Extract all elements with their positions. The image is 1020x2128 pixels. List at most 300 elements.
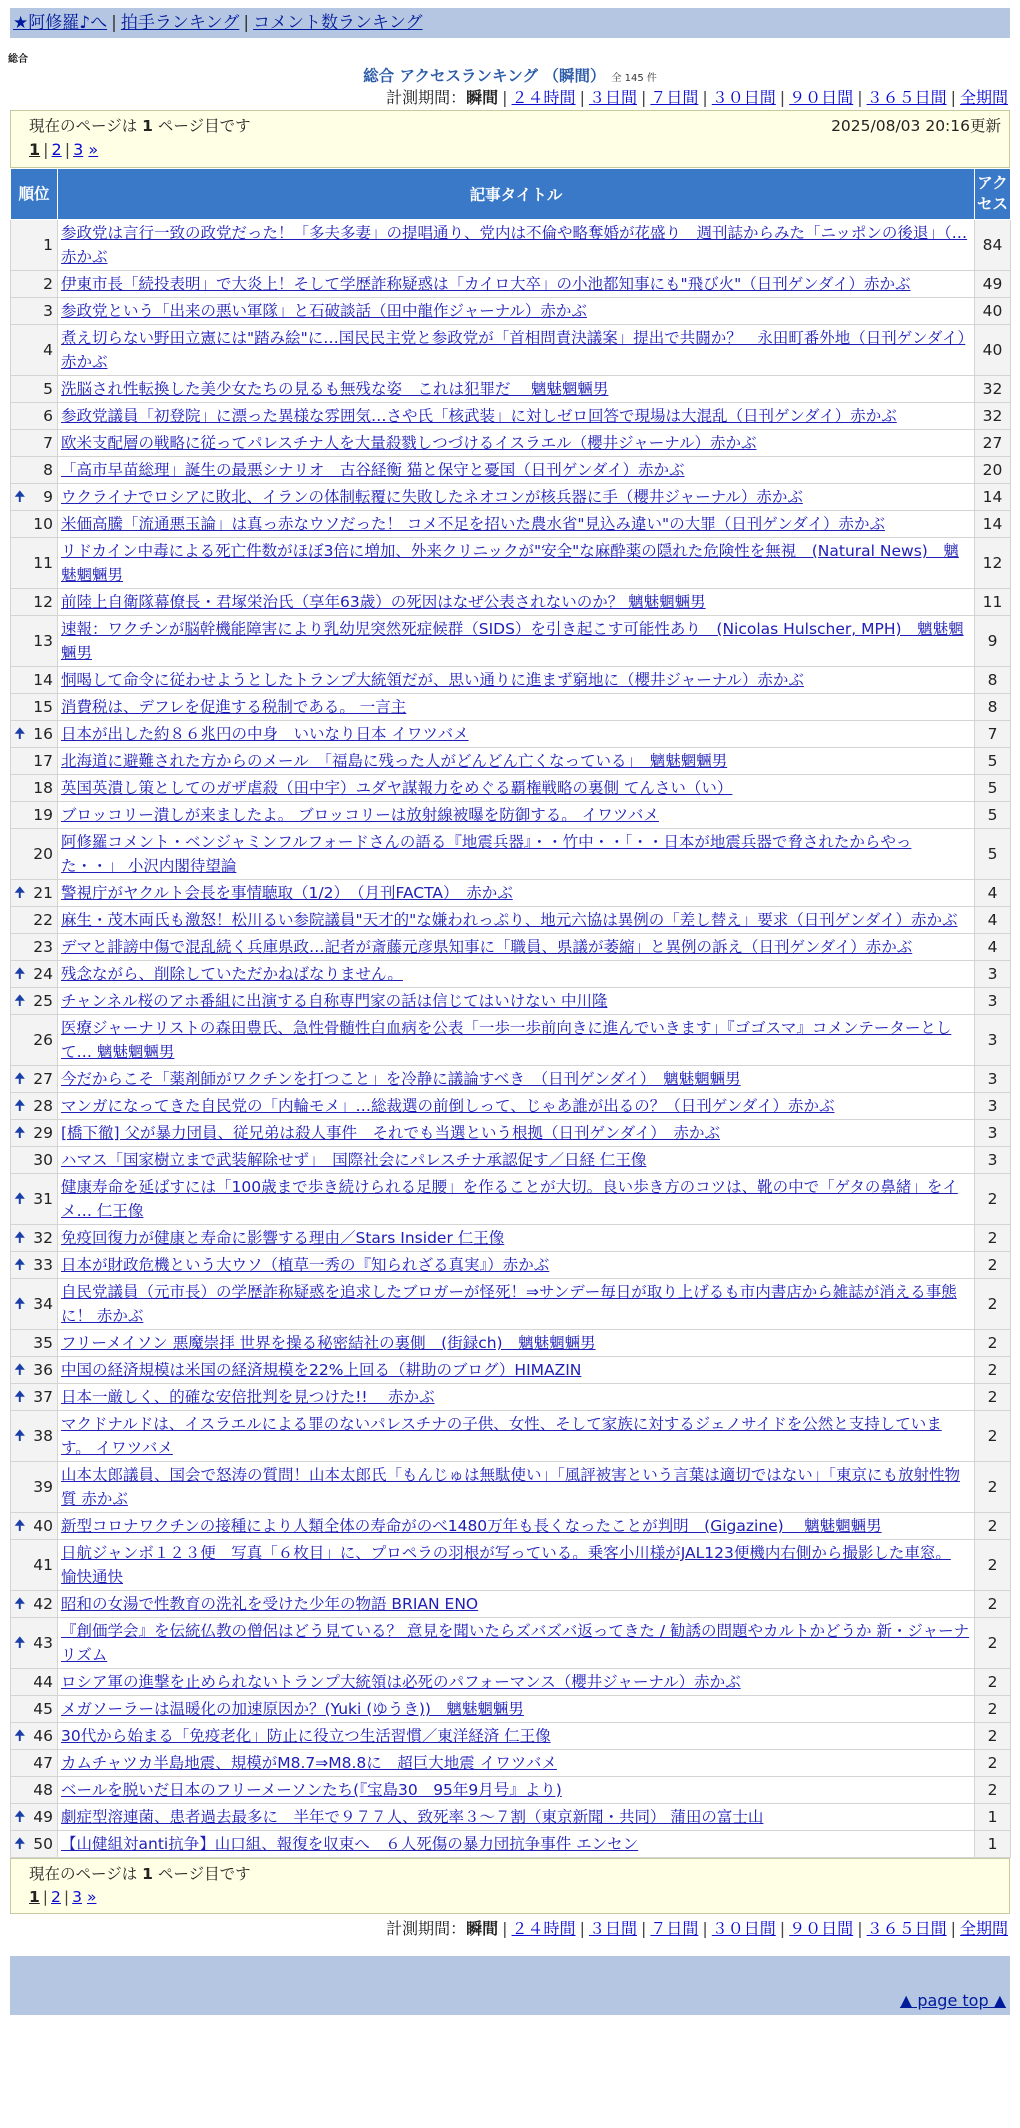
rank-up-arrow-icon: 🠉 [14,1728,26,1744]
title-cell [58,880,975,907]
pager-page-link[interactable]: 2 [51,140,62,159]
rank-up-arrow-icon: 🠉 [14,1230,26,1246]
access-count: 5 [975,829,1011,880]
article-link[interactable]: ブロッコリー潰しが来ましたよ。 ブロッコリーは放射線被曝を防御する。 イワツバメ [61,806,659,824]
total-count: 全 145 件 [611,73,657,84]
table-row [11,376,1011,403]
table-row [11,1462,1011,1513]
article-link[interactable]: 残念ながら、削除していただかねばなりません。 [61,965,403,983]
article-link[interactable]: 自民党議員（元市長）の学歴詐称疑惑を追求したブロガーが怪死！⇒サンデー毎日が取り上げるも市内書店から雑誌が消える事態に！ 赤かぶ [61,1283,957,1325]
period-option[interactable]: ３０日間 [711,88,776,107]
title-cell [58,829,975,880]
title-cell [58,1279,975,1330]
access-count: 3 [975,961,1011,988]
access-count: 5 [975,802,1011,829]
access-count: 40 [975,325,1011,376]
period-current: 瞬間 [466,1919,499,1938]
rank-number: 3 [43,302,53,320]
title-cell [58,988,975,1015]
table-row [11,1777,1011,1804]
period-separator: | [950,1919,956,1938]
table-row [11,829,1011,880]
access-count: 32 [975,376,1011,403]
access-count: 84 [975,220,1011,271]
rank-number: 42 [33,1595,53,1613]
title-header: 記事タイトル [58,169,975,220]
period-option[interactable]: 全期間 [959,88,1008,107]
title-cell [58,1120,975,1147]
title-cell [58,484,975,511]
period-option[interactable]: ３６５日間 [866,1919,947,1938]
period-option[interactable]: ２４時間 [511,88,576,107]
rank-number: 34 [33,1295,53,1313]
title-cell [58,589,975,616]
page-info-box-bottom [10,1858,1010,1914]
rank-cell [11,1618,58,1669]
access-count: 1 [975,1831,1011,1858]
table-row [11,484,1011,511]
table-row [11,934,1011,961]
article-link[interactable]: 『創価学会』を伝統仏教の僧侶はどう見ている？ 意見を聞いたらズバズバ返ってきた / 勧誘の問題やカルトかどうか 新・ジャーナリズム [61,1622,970,1664]
access-count: 9 [975,616,1011,667]
table-row [11,1618,1011,1669]
title-cell [58,1066,975,1093]
access-count: 14 [975,484,1011,511]
table-row [11,511,1011,538]
article-link[interactable]: 日本一厳しく、的確な安倍批判を見つけた!! 赤かぶ [61,1388,435,1406]
access-count: 2 [975,1540,1011,1591]
rank-cell [11,748,58,775]
home-link[interactable]: ★阿修羅♪へ [13,13,108,33]
page-top-link[interactable]: ▲ page top ▲ [899,1991,1006,2010]
rank-number: 19 [33,806,53,824]
pager-top [29,140,999,159]
title-cell [58,511,975,538]
access-count: 11 [975,589,1011,616]
rank-cell [11,1591,58,1618]
title-cell [58,1696,975,1723]
access-count: 27 [975,430,1011,457]
period-separator: | [950,88,956,107]
article-link[interactable]: カムチャツカ半島地震、規模がM8.7⇒M8.8に 超巨大地震 イワツバメ [61,1754,557,1772]
table-row [11,1093,1011,1120]
rank-cell [11,907,58,934]
article-link[interactable]: 阿修羅コメント・ベンジャミンフルフォードさんの語る『地震兵器』・・竹中・・「・・日本が地震兵器で脅されたからやった・・」 小沢内閣待望論 [61,833,912,875]
footer-bar [10,1956,1010,1987]
access-count: 2 [975,1411,1011,1462]
article-link[interactable]: ウクライナでロシアに敗北、イランの体制転覆に失敗したネオコンが核兵器に手（櫻井ジャーナル）赤かぶ [61,488,803,506]
period-option[interactable]: ３６５日間 [866,88,947,107]
rank-number: 43 [33,1634,53,1652]
rank-cell [11,271,58,298]
ranking-title-text: 総合 アクセスランキング （瞬間） [363,67,606,85]
access-count: 2 [975,1591,1011,1618]
table-row [11,1831,1011,1858]
rank-up-arrow-icon: 🠉 [14,1125,26,1141]
article-link[interactable]: チャンネル桜のアホ番組に出演する自称専門家の話は信じてはいけない 中川隆 [61,992,608,1010]
title-cell [58,1093,975,1120]
article-link[interactable]: デマと誹謗中傷で混乱続く兵庫県政…記者が斎藤元彦県知事に「職員、県議が萎縮」と異例の訴え（日刊ゲンダイ）赤かぶ [61,938,913,956]
rank-cell [11,1147,58,1174]
article-link[interactable]: リドカイン中毒による死亡件数がほぼ3倍に増加、外来クリニックが"安全"な麻酔薬の隠れた危険性を無視 (Natural News) 魑魅魍魎男 [61,542,959,584]
rank-cell [11,1411,58,1462]
period-option[interactable]: 全期間 [959,1919,1008,1938]
title-cell [58,1540,975,1591]
rank-cell [11,376,58,403]
article-link[interactable]: 山本太郎議員、国会で怒涛の質問！山本太郎氏「もんじゅは無駄使い」「風評被害という言葉は適切ではない」「東京にも放射性物質 赤かぶ [61,1466,961,1508]
article-link[interactable]: [橋下徹] 父が暴力団員、従兄弟は殺人事件 それでも当選という根拠（日刊ゲンダイ） 赤かぶ [61,1124,721,1142]
period-option[interactable]: ７日間 [650,88,699,107]
rank-cell [11,589,58,616]
access-count: 2 [975,1513,1011,1540]
period-option[interactable]: ７日間 [650,1919,699,1938]
table-row [11,1804,1011,1831]
rank-number: 12 [33,593,53,611]
rank-number: 38 [33,1427,53,1445]
category-label: 総合 [8,54,28,65]
title-cell [58,325,975,376]
access-count: 3 [975,988,1011,1015]
pager-next-link[interactable]: » [86,1888,97,1906]
article-link[interactable]: フリーメイソン 悪魔崇拝 世界を操る秘密結社の裏側 (街録ch) 魑魅魍魎男 [61,1334,596,1352]
access-count: 3 [975,1120,1011,1147]
title-cell [58,271,975,298]
article-link[interactable]: 日航ジャンボ１２３便 写真「６枚目」に、プロペラの羽根が写っている。乗客小川様がJAL123便機内右側から撮影した車窓。 愉快通快 [61,1544,951,1586]
comment-ranking-link[interactable]: コメント数ランキング [253,13,423,33]
rank-up-arrow-icon: 🠉 [14,966,26,982]
article-link[interactable]: 医療ジャーナリストの森田豊氏、急性骨髄性白血病を公表「一歩一歩前向きに進んでいきます」『ゴゴスマ』コメンテーターとして… 魑魅魍魎男 [61,1019,952,1061]
table-row [11,907,1011,934]
article-link[interactable]: 新型コロナワクチンの接種により人類全体の寿命がのべ1480万年も長くなったことが判明 (Gigazine) 魑魅魍魎男 [61,1517,882,1535]
page-top-bar [10,1987,1010,2015]
rank-number: 30 [33,1151,53,1169]
title-cell [58,667,975,694]
table-row [11,1591,1011,1618]
rank-number: 11 [33,554,53,572]
article-link[interactable]: マンガになってきた自民党の「内輪モメ」…総裁選の前倒しって、じゃあ誰が出るの？（日刊ゲンダイ）赤かぶ [61,1097,835,1115]
update-timestamp: 2025/08/03 20:16更新 [831,117,1001,135]
page-info [29,1862,999,1884]
rank-number: 46 [33,1727,53,1745]
rank-cell [11,961,58,988]
page-info-suffix: ページ目です [157,117,251,135]
rank-cell [11,1330,58,1357]
article-link[interactable]: 参政党という「出来の悪い軍隊」と石破談話（田中龍作ジャーナル）赤かぶ [61,302,587,320]
article-link[interactable]: 恫喝して命令に従わせようとしたトランプ大統領だが、思い通りに進まず窮地に（櫻井ジャーナル）赤かぶ [61,671,804,689]
rank-cell [11,220,58,271]
table-row [11,1750,1011,1777]
rank-cell [11,298,58,325]
article-link[interactable]: 劇症型溶連菌、患者過去最多に 半年で９７７人、致死率３～７割（東京新聞・共同） 蒲田の富士山 [61,1808,764,1826]
access-count: 2 [975,1723,1011,1750]
rank-number: 39 [33,1478,53,1496]
access-count: 20 [975,457,1011,484]
table-row [11,748,1011,775]
table-row [11,271,1011,298]
title-cell [58,1384,975,1411]
article-link[interactable]: 伊東市長「続投表明」で大炎上！そして学歴詐称疑惑は「カイロ大卒」の小池都知事にも"飛び火"（日刊ゲンダイ）赤かぶ [61,275,911,293]
rank-number: 45 [33,1700,53,1718]
rank-number: 20 [33,845,53,863]
rank-cell [11,1174,58,1225]
rank-number: 8 [43,461,53,479]
article-link[interactable]: 麻生・茂木両氏も激怒！松川るい参院議員"天才的"な嫌われっぷり、地元六協は異例の「差し替え」要求（日刊ゲンダイ）赤かぶ [61,911,958,929]
title-cell [58,298,975,325]
article-link[interactable]: 北海道に避難された方からのメール 「福島に残った人がどんどん亡くなっている」 魑魅魍魎男 [61,752,728,770]
article-link[interactable]: 「高市早苗総理」誕生の最悪シナリオ 古谷経衡 猫と保守と憂国（日刊ゲンダイ）赤かぶ [61,461,685,479]
rank-number: 6 [43,407,53,425]
article-link[interactable]: 警視庁がヤクルト会長を事情聴取（1/2） （月刊FACTA） 赤かぶ [61,884,513,902]
table-row [11,1384,1011,1411]
table-row [11,988,1011,1015]
table-row [11,430,1011,457]
rank-up-arrow-icon: 🠉 [14,1071,26,1087]
access-count: 14 [975,511,1011,538]
title-cell [58,1252,975,1279]
access-count: 2 [975,1618,1011,1669]
rank-number: 47 [33,1754,53,1772]
table-row [11,1723,1011,1750]
rank-up-arrow-icon: 🠉 [14,1296,26,1312]
article-link[interactable]: メガソーラーは温暖化の加速原因か？(Yuki (ゆうき)) 魑魅魍魎男 [61,1700,524,1718]
rank-cell [11,988,58,1015]
title-cell [58,538,975,589]
table-row [11,880,1011,907]
access-count: 2 [975,1384,1011,1411]
article-link[interactable]: 煮え切らない野田立憲には"踏み絵"に…国民民主党と参政党が「首相問責決議案」提出で共闘か？ 永田町番外地（日刊ゲンダイ）赤かぶ [61,329,966,371]
period-separator: | [579,88,585,107]
access-count: 4 [975,907,1011,934]
period-separator: | [702,88,708,107]
page-info-num: 1 [142,1865,153,1883]
period-option[interactable]: ３日間 [588,88,637,107]
article-link[interactable]: 前陸上自衛隊幕僚長・君塚栄治氏（享年63歳）の死因はなぜ公表されないのか？ 魑魅魍魎男 [61,593,706,611]
table-row [11,1330,1011,1357]
article-link[interactable]: 英国英潰し策としてのガザ虐殺（田中宇）ユダヤ謀報力をめぐる覇権戦略の裏側 てんさい（い） [61,779,733,797]
rank-up-arrow-icon: 🠉 [14,1098,26,1114]
page-info-prefix: 現在のページは [29,1865,138,1883]
ranking-title [0,64,1020,86]
table-row [11,802,1011,829]
table-row [11,616,1011,667]
rank-up-arrow-icon: 🠉 [14,726,26,742]
article-link[interactable]: ベールを脱いだ日本のフリーメーソンたち(『宝島30 95年9月号』より) [61,1781,562,1799]
access-count: 2 [975,1750,1011,1777]
rank-number: 48 [33,1781,53,1799]
access-count: 40 [975,298,1011,325]
pager-next-link[interactable]: » [88,140,99,159]
rank-up-arrow-icon: 🠉 [14,1836,26,1852]
rank-number: 26 [33,1031,53,1049]
access-count: 8 [975,667,1011,694]
table-row [11,325,1011,376]
rank-cell [11,1015,58,1066]
rank-number: 9 [43,488,53,506]
ranking-table [10,168,1011,1858]
rank-cell [11,430,58,457]
access-count: 3 [975,1066,1011,1093]
access-count: 3 [975,1015,1011,1066]
pager-page-link[interactable]: 3 [73,140,84,159]
period-option[interactable]: ２４時間 [511,1919,576,1938]
table-row [11,1225,1011,1252]
rank-cell [11,1696,58,1723]
rank-number: 17 [33,752,53,770]
rank-number: 50 [33,1835,53,1853]
period-option[interactable]: ３日間 [588,1919,637,1938]
rank-cell [11,1540,58,1591]
period-option[interactable]: ９０日間 [789,88,854,107]
article-link[interactable]: 日本が財政危機という大ウソ（植草一秀の『知られざる真実』）赤かぶ [61,1256,550,1274]
page-info-num: 1 [142,117,153,135]
access-count: 2 [975,1696,1011,1723]
period-separator: | [502,88,508,107]
pager-page-link[interactable]: 3 [72,1888,83,1906]
access-count: 1 [975,1804,1011,1831]
rank-cell [11,880,58,907]
rank-number: 13 [33,632,53,650]
period-current: 瞬間 [466,88,499,107]
access-count: 5 [975,775,1011,802]
title-cell [58,934,975,961]
article-link[interactable]: 洗脳され性転換した美少女たちの見るも無残な姿 これは犯罪だ 魑魅魍魎男 [61,380,609,398]
rank-number: 23 [33,938,53,956]
rank-number: 33 [33,1256,53,1274]
title-cell [58,1618,975,1669]
rank-number: 36 [33,1361,53,1379]
access-count: 3 [975,1093,1011,1120]
article-link[interactable]: ハマス「国家樹立まで武装解除せず」 国際社会にパレスチナ承認促す／日経 仁王像 [61,1151,647,1169]
article-link[interactable]: 免疫回復力が健康と寿命に影響する理由／Stars Insider 仁王像 [61,1229,505,1247]
period-option[interactable]: ９０日間 [789,1919,854,1938]
period-separator: | [702,1919,708,1938]
article-link[interactable]: 30代から始まる「免疫老化」防止に役立つ生活習慣／東洋経済 仁王像 [61,1727,551,1745]
article-link[interactable]: ロシア軍の進撃を止められないトランプ大統領は必死のパフォーマンス（櫻井ジャーナル）赤かぶ [61,1673,741,1691]
title-cell [58,1750,975,1777]
rank-up-arrow-icon: 🠉 [14,885,26,901]
table-row [11,1120,1011,1147]
article-link[interactable]: 日本が出した約８６兆円の中身 いいなり日本 イワツバメ [61,725,469,743]
rank-up-arrow-icon: 🠉 [14,1635,26,1651]
table-row [11,694,1011,721]
title-cell [58,1330,975,1357]
rank-number: 28 [33,1097,53,1115]
table-row [11,961,1011,988]
rank-up-arrow-icon: 🠉 [14,1362,26,1378]
table-row [11,721,1011,748]
access-count: 2 [975,1462,1011,1513]
article-link[interactable]: マクドナルドは、イスラエルによる罪のないパレスチナの子供、女性、そして家族に対するジェノサイドを公然と支持しています。 イワツバメ [61,1415,942,1457]
rank-header: 順位 [11,169,58,220]
rank-cell [11,1669,58,1696]
access-count: 2 [975,1357,1011,1384]
access-count: 5 [975,748,1011,775]
rank-number: 1 [43,236,53,254]
rank-cell [11,1357,58,1384]
article-link[interactable]: 欧米支配層の戦略に従ってパレスチナ人を大量殺戮しつづけるイスラエル（櫻井ジャーナル）赤かぶ [61,434,757,452]
rank-cell [11,667,58,694]
table-row [11,1279,1011,1330]
article-link[interactable]: 昭和の女湯で性教育の洗礼を受けた少年の物語 BRIAN ENO [61,1595,479,1613]
article-link[interactable]: 今だからこそ「薬剤師がワクチンを打つこと」を冷静に議論すべき （日刊ゲンダイ） 魑魅魍魎男 [61,1070,741,1088]
access-count: 2 [975,1777,1011,1804]
title-cell [58,1462,975,1513]
rank-number: 7 [43,434,53,452]
period-separator: | [502,1919,508,1938]
rank-number: 44 [33,1673,53,1691]
title-cell [58,1831,975,1858]
article-link[interactable]: 健康寿命を延ばすには「100歳まで歩き続けられる足腰」を作ることが大切。良い歩き方のコツは、靴の中で「ゲタの鼻緒」をイメ… 仁王像 [61,1178,958,1220]
title-cell [58,1411,975,1462]
rank-cell [11,403,58,430]
table-header [11,169,1011,220]
article-link[interactable]: 米価高騰「流通悪玉論」は真っ赤なウソだった！ コメ不足を招いた農水省"見込み違い"の大罪（日刊ゲンダイ）赤かぶ [61,515,885,533]
table-row [11,1357,1011,1384]
applause-ranking-link[interactable]: 拍手ランキング [120,13,240,33]
period-separator: | [857,1919,863,1938]
rank-number: 41 [33,1556,53,1574]
rank-number: 5 [43,380,53,398]
access-count: 2 [975,1279,1011,1330]
rank-number: 15 [33,698,53,716]
table-row [11,1147,1011,1174]
rank-cell [11,1384,58,1411]
rank-number: 49 [33,1808,53,1826]
title-cell [58,1513,975,1540]
page-info-box-top [10,110,1010,168]
article-link[interactable]: 速報：ワクチンが脳幹機能障害により乳幼児突然死症候群（SIDS）を引き起こす可能性あり (Nicolas Hulscher, MPH) 魑魅魍魎男 [61,620,964,662]
rank-cell [11,1462,58,1513]
rank-cell [11,1120,58,1147]
rank-number: 31 [33,1190,53,1208]
rank-up-arrow-icon: 🠉 [14,1596,26,1612]
article-link[interactable]: 【山健組対anti抗争】山口組、報復を収束へ ６人死傷の暴力団抗争事件 エンセン [61,1835,639,1853]
rank-cell [11,538,58,589]
title-cell [58,748,975,775]
access-count: 4 [975,880,1011,907]
rank-cell [11,934,58,961]
title-cell [58,775,975,802]
rank-cell [11,325,58,376]
table-row [11,538,1011,589]
article-link[interactable]: 参政党は言行一致の政党だった！「多夫多妻」の提唱通り、党内は不倫や略奪婚が花盛り 週刊誌からみた「ニッポンの後退」（… 赤かぶ [61,224,968,266]
access-count: 4 [975,934,1011,961]
title-cell [58,1147,975,1174]
rank-cell [11,1225,58,1252]
table-row [11,1513,1011,1540]
pager-separator: | [42,1888,49,1906]
pager-separator: | [43,140,49,159]
rank-up-arrow-icon: 🠉 [14,489,26,505]
article-link[interactable]: 参政党議員「初登院」に漂った異様な雰囲気…さや氏「核武装」に対しゼロ回答で現場は大混乱（日刊ゲンダイ）赤かぶ [61,407,897,425]
table-row [11,1066,1011,1093]
rank-number: 2 [43,275,53,293]
period-option[interactable]: ３０日間 [711,1919,776,1938]
rank-number: 10 [33,515,53,533]
rank-number: 40 [33,1517,53,1535]
period-label: 計測期間： [386,1919,467,1938]
title-cell [58,1669,975,1696]
title-cell [58,1591,975,1618]
pager-page-link[interactable]: 2 [51,1888,61,1906]
access-header: アクセス [975,169,1011,220]
article-link[interactable]: 消費税は、デフレを促進する税制である。 一言主 [61,698,407,716]
pager-current: 1 [29,140,41,159]
table-row [11,457,1011,484]
pager-separator: | [64,140,71,159]
rank-number: 14 [33,671,53,689]
article-link[interactable]: 中国の経済規模は米国の経済規模を22%上回る（耕助のブログ）HIMAZIN [61,1361,582,1379]
